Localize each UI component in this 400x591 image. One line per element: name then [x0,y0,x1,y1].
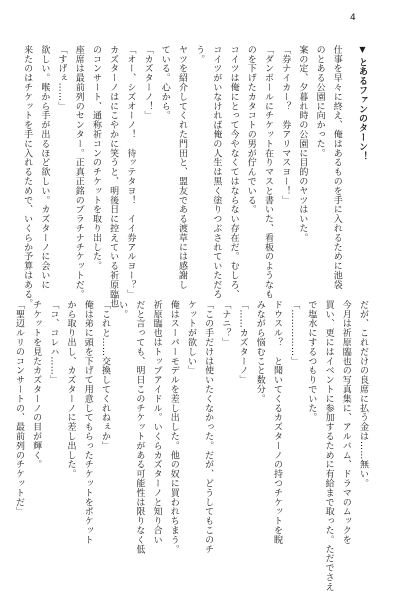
text-line: 祈原臨也はトップアイドル。いくらカズターノと知り合い [151,300,162,545]
text-column-lower [13,300,371,591]
text-line: 「コ、コレハ……」 [48,300,59,385]
text-line: コイツがいなければ俺の人生は黒く塗りつぶされていただろ [211,45,222,299]
text-line: ケットが欲しい」 [185,300,196,376]
page-number: 4 [350,13,356,23]
text-line: ている。心から。 [159,45,170,121]
text-line: 「すげぇ……」 [56,45,67,111]
text-line: のとある公園に向かった。 [314,45,325,158]
text-line: 買い、更にはイベントに参加するために有給まで取った。ただでさえ [323,300,334,591]
text-line: みながら悩むこと数分。 [254,300,265,404]
text-line: 俺はスーパーモデルを差し出した。他の奴に買われちまう。 [168,300,179,554]
text-line: ドウスル？ と聞いてくるカズターノの持つチケットを睨 [271,300,282,545]
text-line: 欲しい。喉から手が出るほど欲しい。カズターノに会いに [39,45,50,290]
text-line: から取り出し、カズターノに差し出した。 [65,300,76,479]
text-line: 「これと……交換してくれねぇか」 [99,300,110,451]
text-line: 「オー、シズオーノ！ 待ッテタヨ！ イイ券アルヨー？」 [125,45,136,299]
text-line: う。 [194,45,205,64]
text-line: だと言っても、明日このチケットがある可能性は限りなく低 [134,300,145,554]
text-line: 俺は弟に頭を下げて用意してもらったチケットをポケット [82,300,93,545]
text-line: チケットを見たカズターノの目が輝く。 [31,300,42,470]
text-line: 「ナニ？」 [220,300,231,347]
chapter-title [353,45,371,275]
text-line: 「……カズターノ」 [237,300,248,385]
text-line: い。 [117,300,128,319]
text-line: コイツは俺にとって今やなくてはならない存在だ。むしろ、 [228,45,239,299]
triangle-marker-icon: ▼ [358,45,367,55]
text-line: カズターノはにこやかに笑うと、明後日に控えている祈原臨也 [108,45,119,309]
text-line: 「聖辺ルリのコンサートの、最前列のチケットだ」 [13,300,24,517]
text-line: で塩水にするつもりでいた。 [306,300,317,423]
text-line: 「券ナイカー？ 券アリマスヨー！」 [280,45,291,205]
text-line: だが、これだけの良席に払う金は……無い。 [358,300,368,488]
text-line: 座席は最前列のセンター。正真正銘のプラチナチケットだ。 [73,45,84,299]
text-line: のコンサート、通称祈コンのチケットを取り出した。 [90,45,101,271]
text-line: 仕事を早々に終え、俺はあるものを手に入れるために池袋 [331,45,342,290]
text-line: のを下げたカタコトの男が佇んでいる。 [245,45,256,215]
text-line: 今月は祈原臨也の写真集に、アルバム、ドラマのムックを [340,300,351,545]
text-line: 「……………」 [289,300,300,366]
text-line: 「この手だけは使いたくなかった。だが、どうしてもこのチ [203,300,214,554]
text-line: 案の定、夕暮れ時の公園に目的のヤツはいた。 [297,45,308,243]
text-line: 「ダンボールにチケット在りマスと書いた、看板のようなも [262,45,273,299]
chapter-title-text: とあるファンのターン！ [357,57,367,161]
text-line: ヤツを紹介してくれた門田と、盟友である渡草には感謝し [176,45,187,290]
text-line: 来たのはチケットを手に入れるためで、いくらか予算はある。 [22,45,33,309]
text-column-upper [22,45,371,309]
text-line: 「カズターノ！」 [142,45,153,121]
